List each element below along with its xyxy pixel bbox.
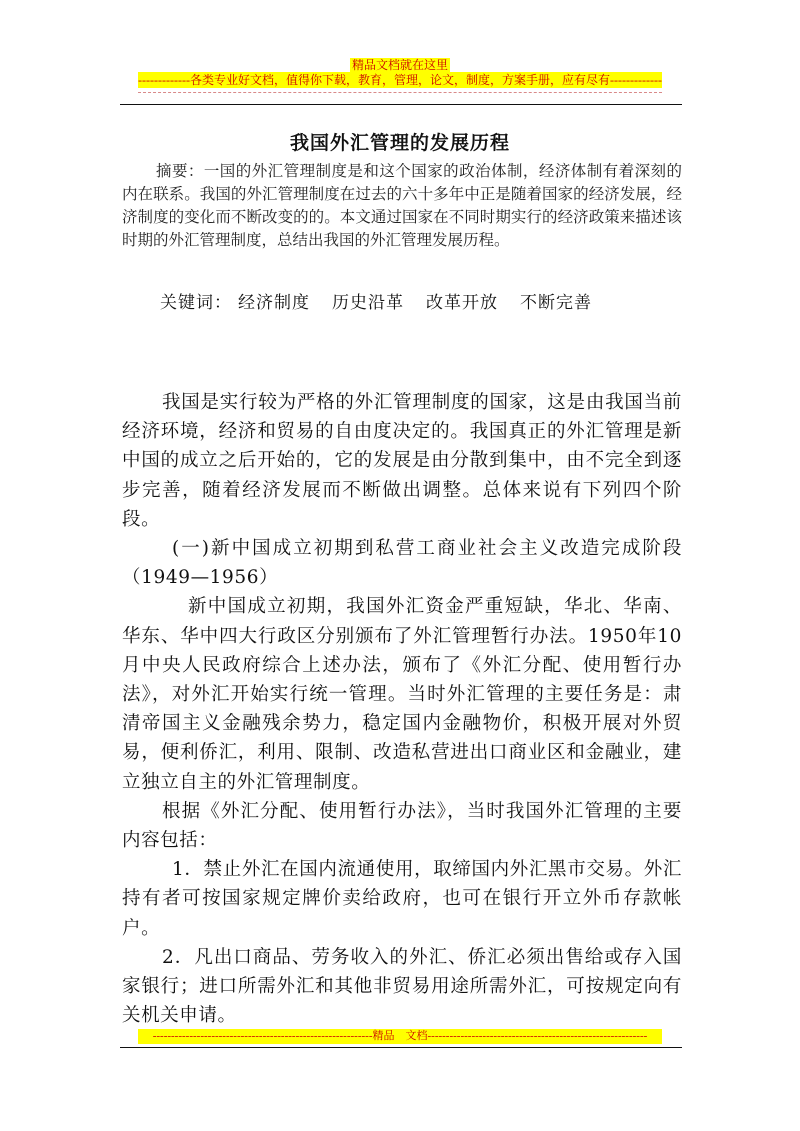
body-text bbox=[122, 388, 682, 1030]
document-title: 我国外汇管理的发展历程 bbox=[289, 132, 510, 154]
keyword-item: 改革开放 bbox=[426, 293, 498, 313]
keyword-item: 不断完善 bbox=[520, 293, 592, 313]
keywords-label: 关键词： bbox=[160, 293, 232, 313]
section-heading: (一)新中国成立初期到私营工商业社会主义改造完成阶段（1949—1956） bbox=[122, 538, 682, 589]
keywords bbox=[160, 288, 680, 313]
list-item: 1．禁止外汇在国内流通使用，取缔国内外汇黑市交易。外汇持有者可按国家规定牌价卖给政府，也可在银行开立外币存款帐户。 bbox=[122, 859, 682, 939]
body-paragraph: 我国是实行较为严格的外汇管理制度的国家，这是由我国当前经济环境，经济和贸易的自由度决定的。我国真正的外汇管理是新中国的成立之后开始的，它的发展是由分散到集中，由不完全到逐步完善，随着经济发展而不断做出调整。总体来说有下列四个阶段。 bbox=[122, 392, 682, 530]
list-item: 2．凡出口商品、劳务收入的外汇、侨汇必须出售给或存入国家银行；进口所需外汇和其他非贸易用途所需外汇，可按规定向有关机关申请。 bbox=[122, 946, 682, 1027]
header-top-label-text: 精品文档就在这里 bbox=[351, 58, 448, 72]
body-paragraph: 根据《外汇分配、使用暂行办法》，当时我国外汇管理的主要内容包括： bbox=[122, 800, 682, 852]
header-banner: -------------各类专业好文档，值得你下载，教育，管理，论文，制度，方案手册，应有尽有------------- bbox=[138, 73, 662, 87]
header-top-label bbox=[0, 54, 800, 73]
footer-banner: ------------------------------------------------------------精品 文档------------------------------------------------------------ bbox=[138, 1029, 662, 1044]
body-paragraph: 新中国成立初期，我国外汇资金严重短缺，华北、华南、华东、华中四大行政区分别颁布了外汇管理暂行办法。1950年10月中央人民政府综合上述办法，颁布了《外汇分配、使用暂行办法》，对外汇开始实行统一管理。当时外汇管理的主要任务是：肃清帝国主义金融残余势力，稳定国内金融物价，积极开展对外贸易，便利侨汇，利用、限制、改造私营进出口商业区和金融业，建立独立自主的外汇管理制度。 bbox=[122, 596, 682, 793]
header-rule bbox=[120, 104, 682, 105]
keyword-item: 历史沿革 bbox=[332, 293, 404, 313]
header-dashed-divider bbox=[138, 92, 662, 93]
keyword-item: 经济制度 bbox=[238, 293, 310, 313]
footer-rule bbox=[120, 1047, 682, 1048]
abstract: 摘要：一国的外汇管理制度是和这个国家的政治体制，经济体制有着深刻的内在联系。我国的外汇管理制度在过去的六十多年中正是随着国家的经济发展，经济制度的变化而不断改变的的。本文通过国家在不同时期实行的经济政策来描述该时期的外汇管理制度，总结出我国的外汇管理发展历程。 bbox=[122, 162, 682, 249]
